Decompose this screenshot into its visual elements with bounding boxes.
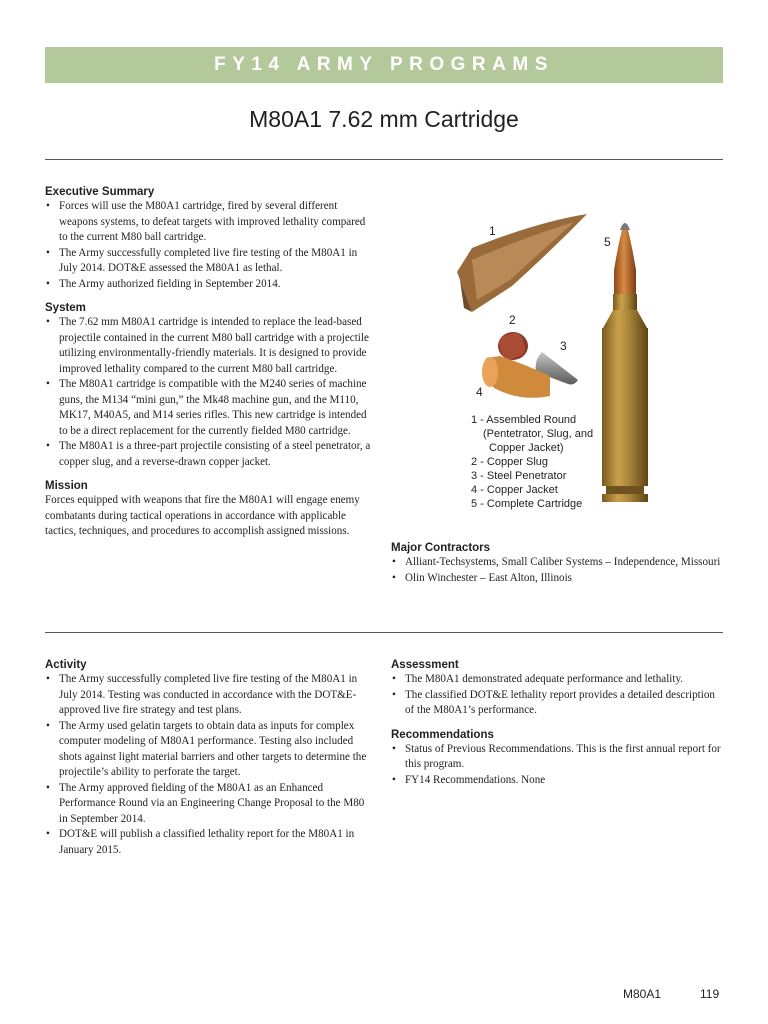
mission-heading: Mission	[45, 480, 88, 492]
assessment-heading: Assessment	[391, 659, 459, 671]
page-number: 119	[700, 987, 720, 1001]
activity-section	[45, 659, 375, 858]
executive-summary-section	[45, 186, 375, 292]
list-item: • DOT&E will publish a classified lethality report for the M80A1 in January 2015.	[45, 827, 375, 858]
assembled-round-image	[457, 214, 587, 312]
assessment-section	[391, 659, 723, 719]
recommendations-heading: Recommendations	[391, 728, 494, 741]
footer-section-name: M80A1	[623, 987, 662, 1001]
page-title: M80A1 7.62 mm Cartridge	[249, 106, 519, 132]
system-heading: System	[45, 302, 86, 314]
right-lower-column	[391, 659, 723, 798]
legend-item: 5 - Complete Cartridge	[471, 498, 583, 510]
complete-cartridge-image	[602, 222, 648, 502]
list-item: • The M80A1 cartridge is compatible with the M240 series of machine guns, the M134 “mini gun,” the Mk48 machine gun, and the M110, MK17, M40A5, and M14 series rifles. This new cartridge is intended to be a direct replacement for the currently fielded M80 cartridge.	[45, 377, 375, 439]
list-item: • The Army authorized fielding in September 2014.	[45, 277, 375, 293]
list-item: • The 7.62 mm M80A1 cartridge is intended to replace the lead-based projectile contained in the current M80 ball cartridge with a projectile utilizing environmentally-friendly materials. It is designed to provide improved lethality compared to the current M80 ball cartridge.	[45, 315, 375, 377]
list-item: • The classified DOT&E lethality report provides a detailed description of the M80A1’s performance.	[391, 688, 723, 719]
figure-number-5: 5	[604, 235, 611, 249]
top-divider	[45, 159, 723, 160]
list-item: • The Army used gelatin targets to obtain data as inputs for complex computer modeling of M80A1 performance. Testing also included shots against light material barriers and other targets to determine the projectile’s ability to perforate the target.	[45, 719, 375, 781]
figure-number-2: 2	[509, 313, 516, 327]
list-item: • The Army successfully completed live fire testing of the M80A1 in July 2014. Testing was conducted in accordance with the DOT&E-approved live fire strategy and test plans.	[45, 672, 375, 719]
list-item: • Status of Previous Recommendations. This is the first annual report for this program.	[391, 742, 723, 773]
figure-number-4: 4	[476, 385, 483, 399]
activity-heading: Activity	[45, 659, 87, 671]
legend-item: 4 - Copper Jacket	[471, 484, 558, 496]
legend-item: 1 - Assembled Round	[471, 414, 577, 426]
figure-number-1: 1	[489, 224, 496, 238]
legend-item: 2 - Copper Slug	[471, 456, 549, 468]
list-item: • The M80A1 demonstrated adequate performance and lethality.	[391, 672, 723, 688]
banner-text: FY14 ARMY PROGRAMS	[214, 54, 554, 75]
list-item: • FY14 Recommendations. None	[391, 773, 723, 789]
list-item: • Olin Winchester – East Alton, Illinois	[391, 571, 723, 587]
list-item: • Forces will use the M80A1 cartridge, fired by several different weapons systems, to defeat targets with improved lethality compared to the current M80 ball cartridge.	[45, 199, 375, 246]
executive-summary-heading: Executive Summary	[45, 186, 155, 198]
list-item: • Alliant-Techsystems, Small Caliber Systems – Independence, Missouri	[391, 555, 723, 571]
legend-item: (Pentetrator, Slug, and	[483, 428, 594, 440]
list-item: • The M80A1 is a three-part projectile consisting of a steel penetrator, a copper slug, and a reverse-drawn copper jacket.	[45, 439, 375, 470]
figure-legend	[471, 413, 593, 511]
legend-item: 3 - Steel Penetrator	[471, 470, 567, 482]
major-contractors-heading: Major Contractors	[391, 542, 491, 554]
major-contractors-section	[391, 542, 723, 586]
system-section	[45, 302, 375, 470]
list-item: • The Army approved fielding of the M80A1 as an Enhanced Performance Round via an Engineering Change Proposal to the M80 in September 2014.	[45, 781, 375, 828]
left-upper-column	[45, 186, 375, 550]
section-banner	[45, 47, 723, 83]
mission-text: Forces equipped with weapons that fire the M80A1 will engage enemy combatants during tactical operations in accordance with applicable tactics, techniques, and procedures to accomplish assigned missions.	[45, 494, 360, 537]
list-item: • The Army successfully completed live fire testing of the M80A1 in July 2014. DOT&E assessed the M80A1 as lethal.	[45, 246, 375, 277]
middle-divider	[45, 632, 723, 633]
recommendations-section	[391, 729, 723, 789]
figure-number-3: 3	[560, 339, 567, 353]
mission-section	[45, 480, 375, 540]
legend-item: Copper Jacket)	[489, 442, 564, 454]
